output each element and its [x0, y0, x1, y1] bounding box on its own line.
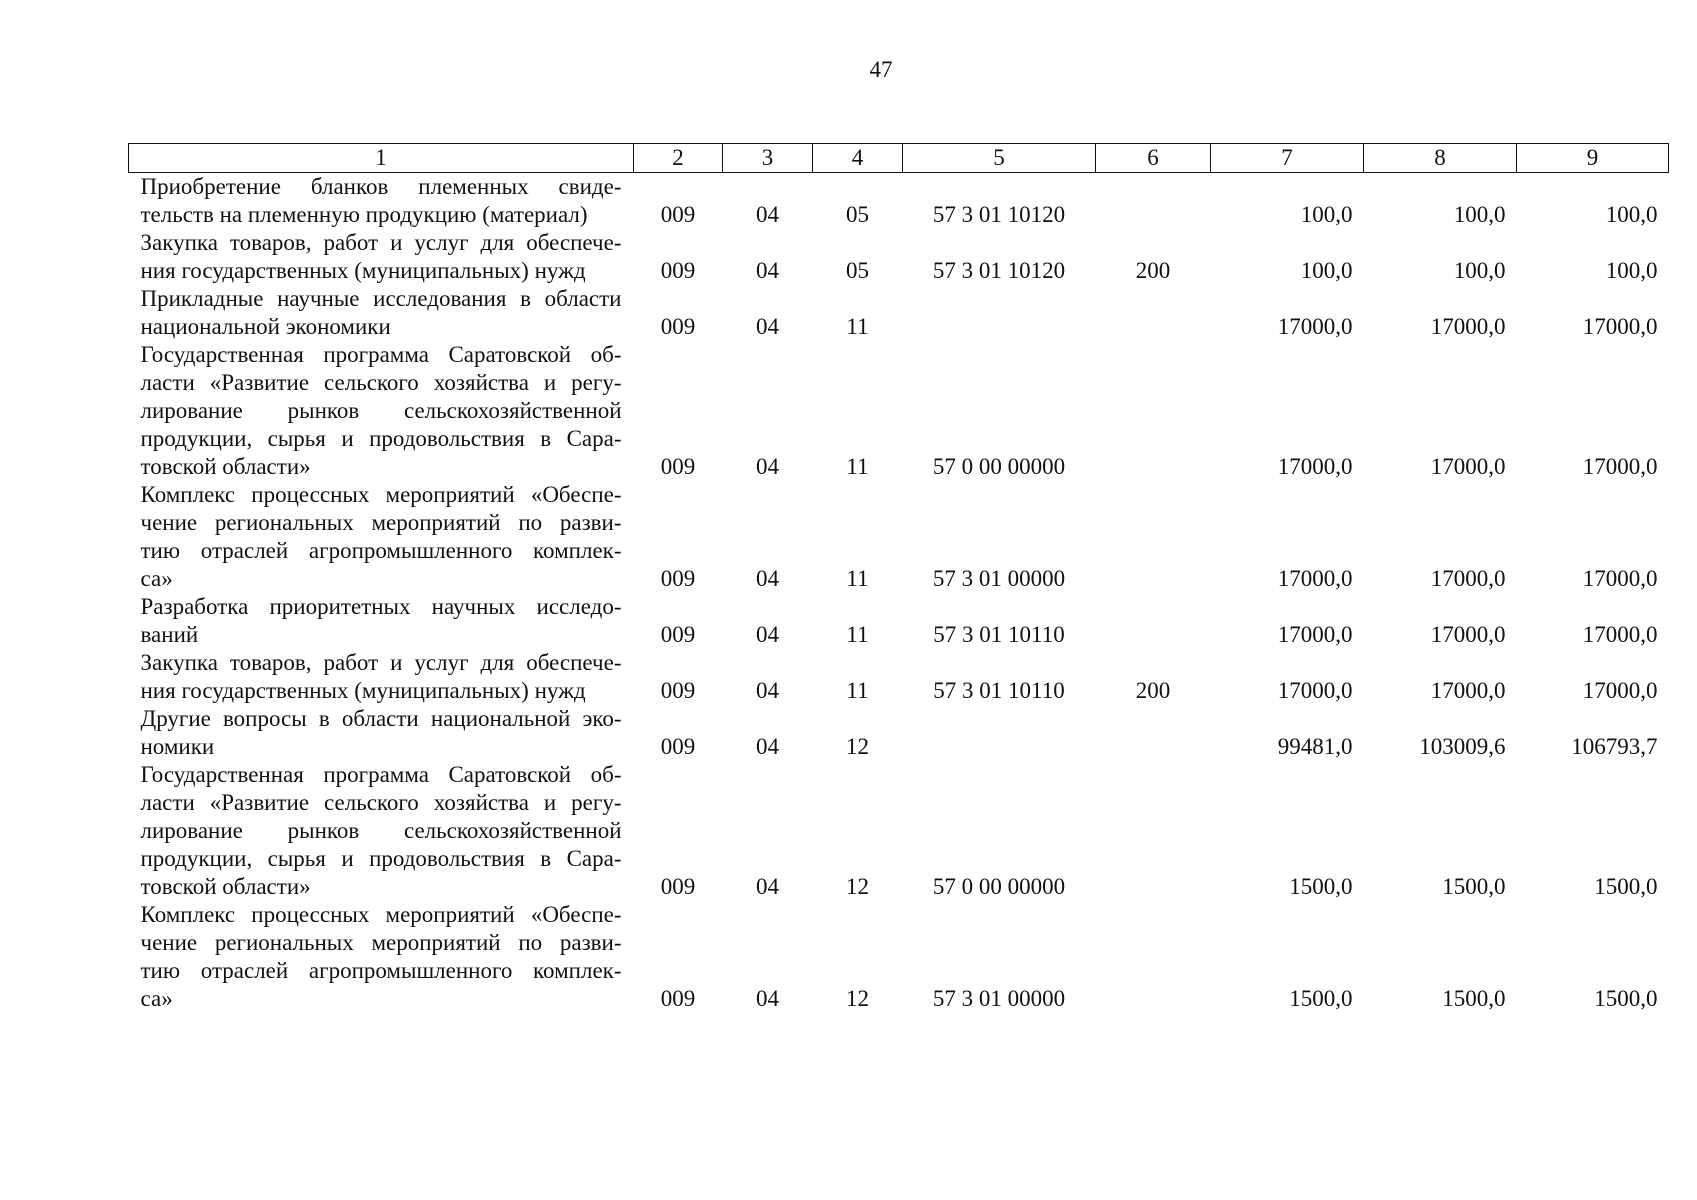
- description-line: Комплекс процессных мероприятий «Обеспе-: [140, 482, 622, 507]
- description-line: тию отраслей агропромышленного комплек-: [140, 538, 622, 563]
- description-line: товской области»: [140, 874, 311, 899]
- description-line: Другие вопросы в области национальной эко-: [140, 706, 622, 731]
- subsection-code-cell: 05: [846, 202, 869, 227]
- description-line: Комплекс процессных мероприятий «Обеспе-: [140, 902, 622, 927]
- amount-year-2-cell: 1500,0: [1442, 986, 1506, 1011]
- expense-type-cell: 200: [1135, 678, 1171, 703]
- amount-year-2-cell: 17000,0: [1430, 314, 1506, 339]
- description-cell: [129, 229, 634, 285]
- grbs-code-cell: 009: [660, 622, 696, 647]
- budget-table: [128, 143, 1669, 1013]
- amount-year-3-cell: 17000,0: [1582, 454, 1658, 479]
- expense-type-cell: [1096, 173, 1211, 230]
- amount-year-1-cell: 1500,0: [1289, 874, 1353, 899]
- description-line: продукции, сырья и продовольствия в Сара-: [140, 426, 622, 451]
- description-line: лирование рынков сельскохозяйственной: [140, 818, 622, 843]
- subsection-code-cell: 11: [846, 678, 869, 703]
- expense-type-cell: [1096, 761, 1211, 901]
- grbs-code-cell: 009: [660, 734, 696, 759]
- expense-type-cell: [1096, 901, 1211, 1013]
- target-article-cell: 57 3 01 10110: [933, 678, 1065, 703]
- section-code-cell: 04: [756, 874, 779, 899]
- target-article-cell: 57 3 01 10120: [932, 258, 1066, 283]
- grbs-code-cell: 009: [660, 258, 696, 283]
- description-line: Закупка товаров, работ и услуг для обеспече-: [140, 230, 622, 255]
- section-code-cell: 04: [756, 454, 779, 479]
- column-header: 2: [634, 144, 723, 173]
- description-line: продукции, сырья и продовольствия в Сара-: [140, 846, 622, 871]
- subsection-code-cell: 12: [846, 734, 869, 759]
- amount-year-2-cell: 17000,0: [1430, 678, 1506, 703]
- column-header: 9: [1517, 144, 1669, 173]
- grbs-code-cell: 009: [660, 314, 696, 339]
- description-line: тию отраслей агропромышленного комплек-: [140, 958, 622, 983]
- table-row: [129, 173, 1669, 230]
- column-header: 3: [723, 144, 813, 173]
- description-line: ния государственных (муниципальных) нужд: [140, 678, 586, 703]
- target-article-cell: 57 3 01 10110: [933, 622, 1065, 647]
- description-cell: [129, 593, 634, 649]
- amount-year-3-cell: 17000,0: [1582, 566, 1658, 591]
- description-line: ния государственных (муниципальных) нужд: [140, 258, 586, 283]
- description-line: Закупка товаров, работ и услуг для обеспече-: [140, 650, 622, 675]
- description-line: са»: [140, 566, 173, 591]
- description-line: чение региональных мероприятий по разви-: [140, 510, 622, 535]
- description-cell: [129, 173, 634, 230]
- description-line: Разработка приоритетных научных исследо-: [140, 594, 622, 619]
- amount-year-3-cell: 17000,0: [1582, 678, 1658, 703]
- amount-year-1-cell: 17000,0: [1277, 678, 1353, 703]
- description-line: Государственная программа Саратовской об-: [140, 342, 622, 367]
- amount-year-3-cell: 1500,0: [1594, 986, 1658, 1011]
- description-cell: [129, 705, 634, 761]
- amount-year-3-cell: 100,0: [1605, 202, 1658, 227]
- subsection-code-cell: 12: [846, 874, 869, 899]
- description-cell: [129, 649, 634, 705]
- description-line: ласти «Развитие сельского хозяйства и регу-: [140, 370, 622, 395]
- grbs-code-cell: 009: [660, 986, 696, 1011]
- target-article-cell: [903, 705, 1096, 761]
- amount-year-2-cell: 100,0: [1453, 258, 1506, 283]
- target-article-cell: [903, 285, 1096, 341]
- expense-type-cell: [1096, 285, 1211, 341]
- table-row: [129, 705, 1669, 761]
- description-line: национальной экономики: [140, 314, 391, 339]
- column-header: 7: [1211, 144, 1364, 173]
- table-row: [129, 901, 1669, 1013]
- description-line: са»: [140, 986, 173, 1011]
- description-line: товской области»: [140, 454, 311, 479]
- page-number: 47: [869, 57, 893, 82]
- subsection-code-cell: 11: [846, 454, 869, 479]
- description-cell: [129, 761, 634, 901]
- section-code-cell: 04: [756, 566, 779, 591]
- subsection-code-cell: 12: [846, 986, 869, 1011]
- expense-type-cell: [1096, 705, 1211, 761]
- grbs-code-cell: 009: [660, 566, 696, 591]
- description-line: ласти «Развитие сельского хозяйства и регу-: [140, 790, 622, 815]
- column-header: 4: [813, 144, 903, 173]
- amount-year-2-cell: 17000,0: [1430, 566, 1506, 591]
- description-cell: [129, 481, 634, 593]
- section-code-cell: 04: [756, 622, 779, 647]
- grbs-code-cell: 009: [660, 678, 696, 703]
- section-code-cell: 04: [756, 202, 779, 227]
- amount-year-3-cell: 106793,7: [1571, 734, 1658, 759]
- expense-type-cell: [1096, 341, 1211, 481]
- table-row: [129, 285, 1669, 341]
- amount-year-1-cell: 17000,0: [1277, 454, 1353, 479]
- target-article-cell: 57 0 00 00000: [932, 874, 1066, 899]
- amount-year-2-cell: 103009,6: [1419, 734, 1506, 759]
- amount-year-1-cell: 1500,0: [1289, 986, 1353, 1011]
- grbs-code-cell: 009: [660, 202, 696, 227]
- description-line: Прикладные научные исследования в области: [140, 286, 622, 311]
- section-code-cell: 04: [756, 314, 779, 339]
- amount-year-1-cell: 100,0: [1300, 258, 1353, 283]
- subsection-code-cell: 11: [846, 314, 869, 339]
- subsection-code-cell: 11: [846, 622, 869, 647]
- expense-type-cell: [1096, 593, 1211, 649]
- description-line: номики: [140, 734, 215, 759]
- description-cell: [129, 285, 634, 341]
- description-line: лирование рынков сельскохозяйственной: [140, 398, 622, 423]
- expense-type-cell: [1096, 481, 1211, 593]
- column-header: 1: [129, 144, 634, 173]
- description-cell: [129, 341, 634, 481]
- description-line: Приобретение бланков племенных свиде-: [140, 174, 622, 199]
- description-cell: [129, 901, 634, 1013]
- amount-year-2-cell: 1500,0: [1442, 874, 1506, 899]
- target-article-cell: 57 3 01 00000: [932, 566, 1066, 591]
- amount-year-1-cell: 17000,0: [1277, 622, 1353, 647]
- section-code-cell: 04: [756, 258, 779, 283]
- description-line: тельств на племенную продукцию (материал): [140, 202, 588, 227]
- amount-year-1-cell: 99481,0: [1277, 734, 1353, 759]
- amount-year-2-cell: 100,0: [1453, 202, 1506, 227]
- column-header: 6: [1096, 144, 1211, 173]
- amount-year-1-cell: 100,0: [1300, 202, 1353, 227]
- table-body: [129, 173, 1669, 1014]
- description-line: ваний: [140, 622, 199, 647]
- amount-year-3-cell: 17000,0: [1582, 314, 1658, 339]
- amount-year-1-cell: 17000,0: [1277, 566, 1353, 591]
- amount-year-3-cell: 1500,0: [1594, 874, 1658, 899]
- subsection-code-cell: 05: [846, 258, 869, 283]
- target-article-cell: 57 3 01 00000: [932, 986, 1066, 1011]
- section-code-cell: 04: [756, 986, 779, 1011]
- amount-year-3-cell: 17000,0: [1582, 622, 1658, 647]
- column-header: 8: [1364, 144, 1517, 173]
- grbs-code-cell: 009: [660, 874, 696, 899]
- section-code-cell: 04: [756, 678, 779, 703]
- table-row: [129, 481, 1669, 593]
- table-row: [129, 593, 1669, 649]
- subsection-code-cell: 11: [846, 566, 869, 591]
- section-code-cell: 04: [756, 734, 779, 759]
- column-header: 5: [903, 144, 1096, 173]
- table-header-row: [129, 144, 1669, 173]
- table-row: [129, 341, 1669, 481]
- target-article-cell: 57 3 01 10120: [932, 202, 1066, 227]
- table-row: [129, 229, 1669, 285]
- table-row: [129, 761, 1669, 901]
- grbs-code-cell: 009: [660, 454, 696, 479]
- description-line: Государственная программа Саратовской об-: [140, 762, 622, 787]
- amount-year-3-cell: 100,0: [1605, 258, 1658, 283]
- amount-year-2-cell: 17000,0: [1430, 454, 1506, 479]
- amount-year-2-cell: 17000,0: [1430, 622, 1506, 647]
- expense-type-cell: 200: [1135, 258, 1171, 283]
- table-row: [129, 649, 1669, 705]
- target-article-cell: 57 0 00 00000: [932, 454, 1066, 479]
- amount-year-1-cell: 17000,0: [1277, 314, 1353, 339]
- description-line: чение региональных мероприятий по разви-: [140, 930, 622, 955]
